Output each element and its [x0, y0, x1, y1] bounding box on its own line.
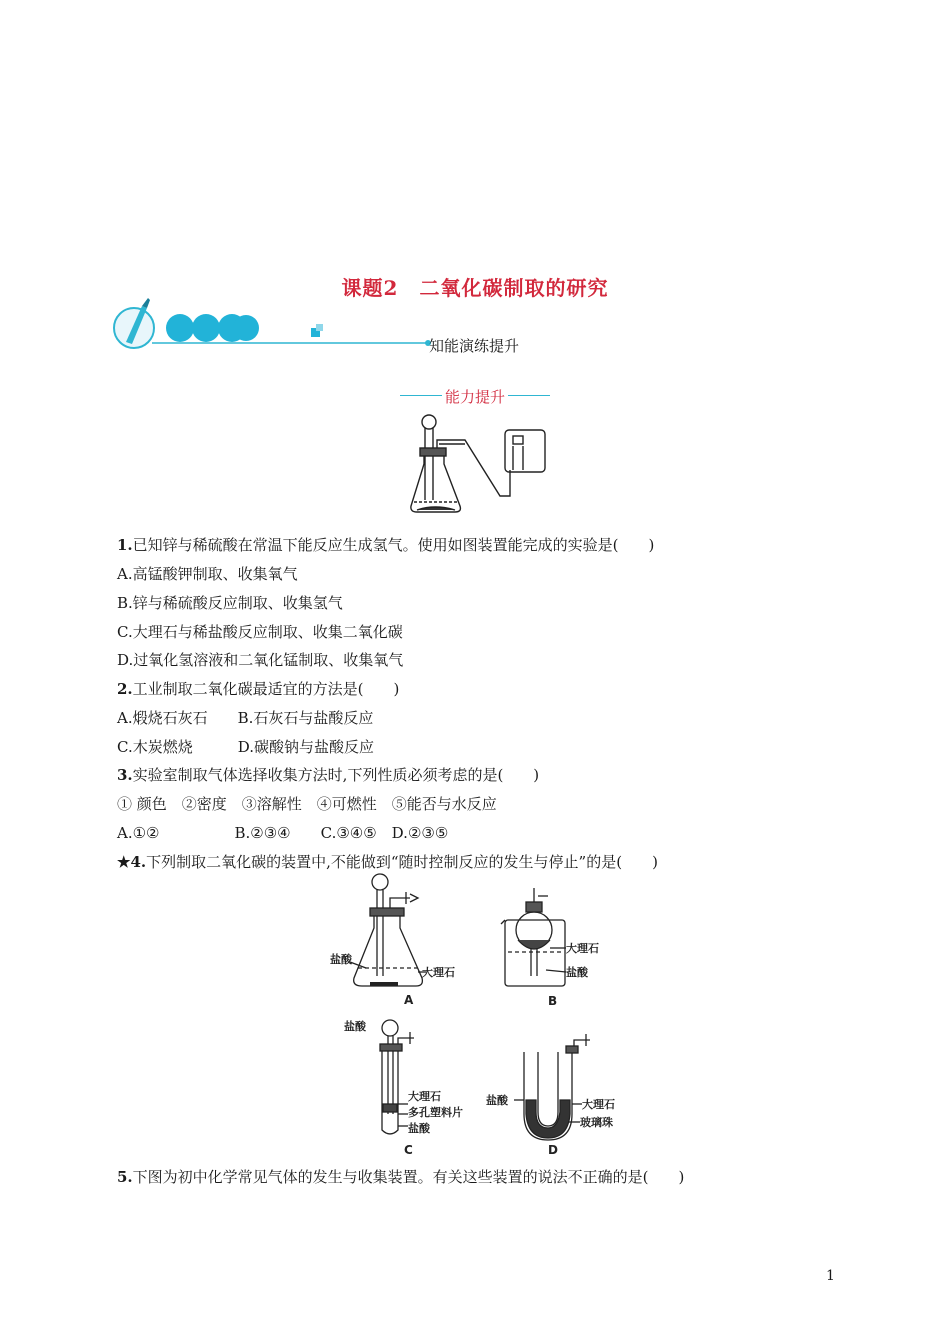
question-3-options: A.①② B.②③④ C.③④⑤ D.②③⑤ — [117, 824, 449, 842]
label-a-acid: 盐酸 — [330, 953, 352, 966]
section-header — [400, 386, 550, 406]
question-2-options-row-2: C.木炭燃烧 D.碳酸钠与盐酸反应 — [117, 738, 374, 756]
apparatus-b — [501, 888, 566, 986]
figure-q1-apparatus — [405, 410, 555, 520]
label-c-marble: 大理石 — [408, 1090, 441, 1103]
label-d-marble: 大理石 — [582, 1098, 615, 1111]
label-b-letter: B — [548, 994, 558, 1008]
section-label: 能力提升 — [444, 388, 505, 406]
banner-decoration — [112, 294, 442, 354]
question-2-options-row-1: A.煅烧石灰石 B.石灰石与盐酸反应 — [117, 709, 374, 727]
question-3-properties: ① 颜色 ②密度 ③溶解性 ④可燃性 ⑤能否与水反应 — [117, 795, 497, 813]
label-b-acid: 盐酸 — [566, 966, 588, 979]
figure-q4-apparatus — [318, 868, 648, 1160]
label-c-letter: C — [404, 1143, 413, 1157]
page-title: 课题2 二氧化碳制取的研究 — [341, 276, 609, 300]
question-1-stem: 1.已知锌与稀硫酸在常温下能反应生成氢气。使用如图装置能完成的实验是( ) — [117, 536, 655, 554]
label-a-letter: A — [404, 993, 414, 1007]
label-c-plate: 多孔塑料片 — [408, 1106, 463, 1119]
apparatus-d — [514, 1034, 590, 1140]
question-1-option-a: A.高锰酸钾制取、收集氧气 — [117, 565, 298, 583]
question-5-stem: 5.下图为初中化学常见气体的发生与收集装置。有关这些装置的说法不正确的是( ) — [117, 1168, 685, 1186]
question-1-option-c: C.大理石与稀盐酸反应制取、收集二氧化碳 — [117, 623, 403, 641]
question-3-stem: 3.实验室制取气体选择收集方法时,下列性质必须考虑的是( ) — [117, 766, 540, 784]
question-2-stem: 2.工业制取二氧化碳最适宜的方法是( ) — [117, 680, 400, 698]
label-d-acid: 盐酸 — [486, 1094, 508, 1107]
question-1-option-b: B.锌与稀硫酸反应制取、收集氢气 — [117, 594, 343, 612]
banner-label: 知能演练提升 — [429, 337, 520, 355]
label-d-beads: 玻璃珠 — [580, 1116, 613, 1129]
question-4-stem: ★4.下列制取二氧化碳的装置中,不能做到“随时控制反应的发生与停止”的是( ) — [117, 853, 658, 871]
page-number: 1 — [826, 1268, 835, 1284]
apparatus-a — [350, 874, 426, 986]
question-1-option-d: D.过氧化氢溶液和二氧化锰制取、收集氧气 — [117, 651, 404, 669]
label-b-marble: 大理石 — [566, 942, 599, 955]
label-a-marble: 大理石 — [422, 966, 455, 979]
label-c-acid: 盐酸 — [408, 1122, 430, 1135]
label-d-letter: D — [548, 1143, 558, 1157]
label-c-acid-top: 盐酸 — [344, 1020, 366, 1033]
